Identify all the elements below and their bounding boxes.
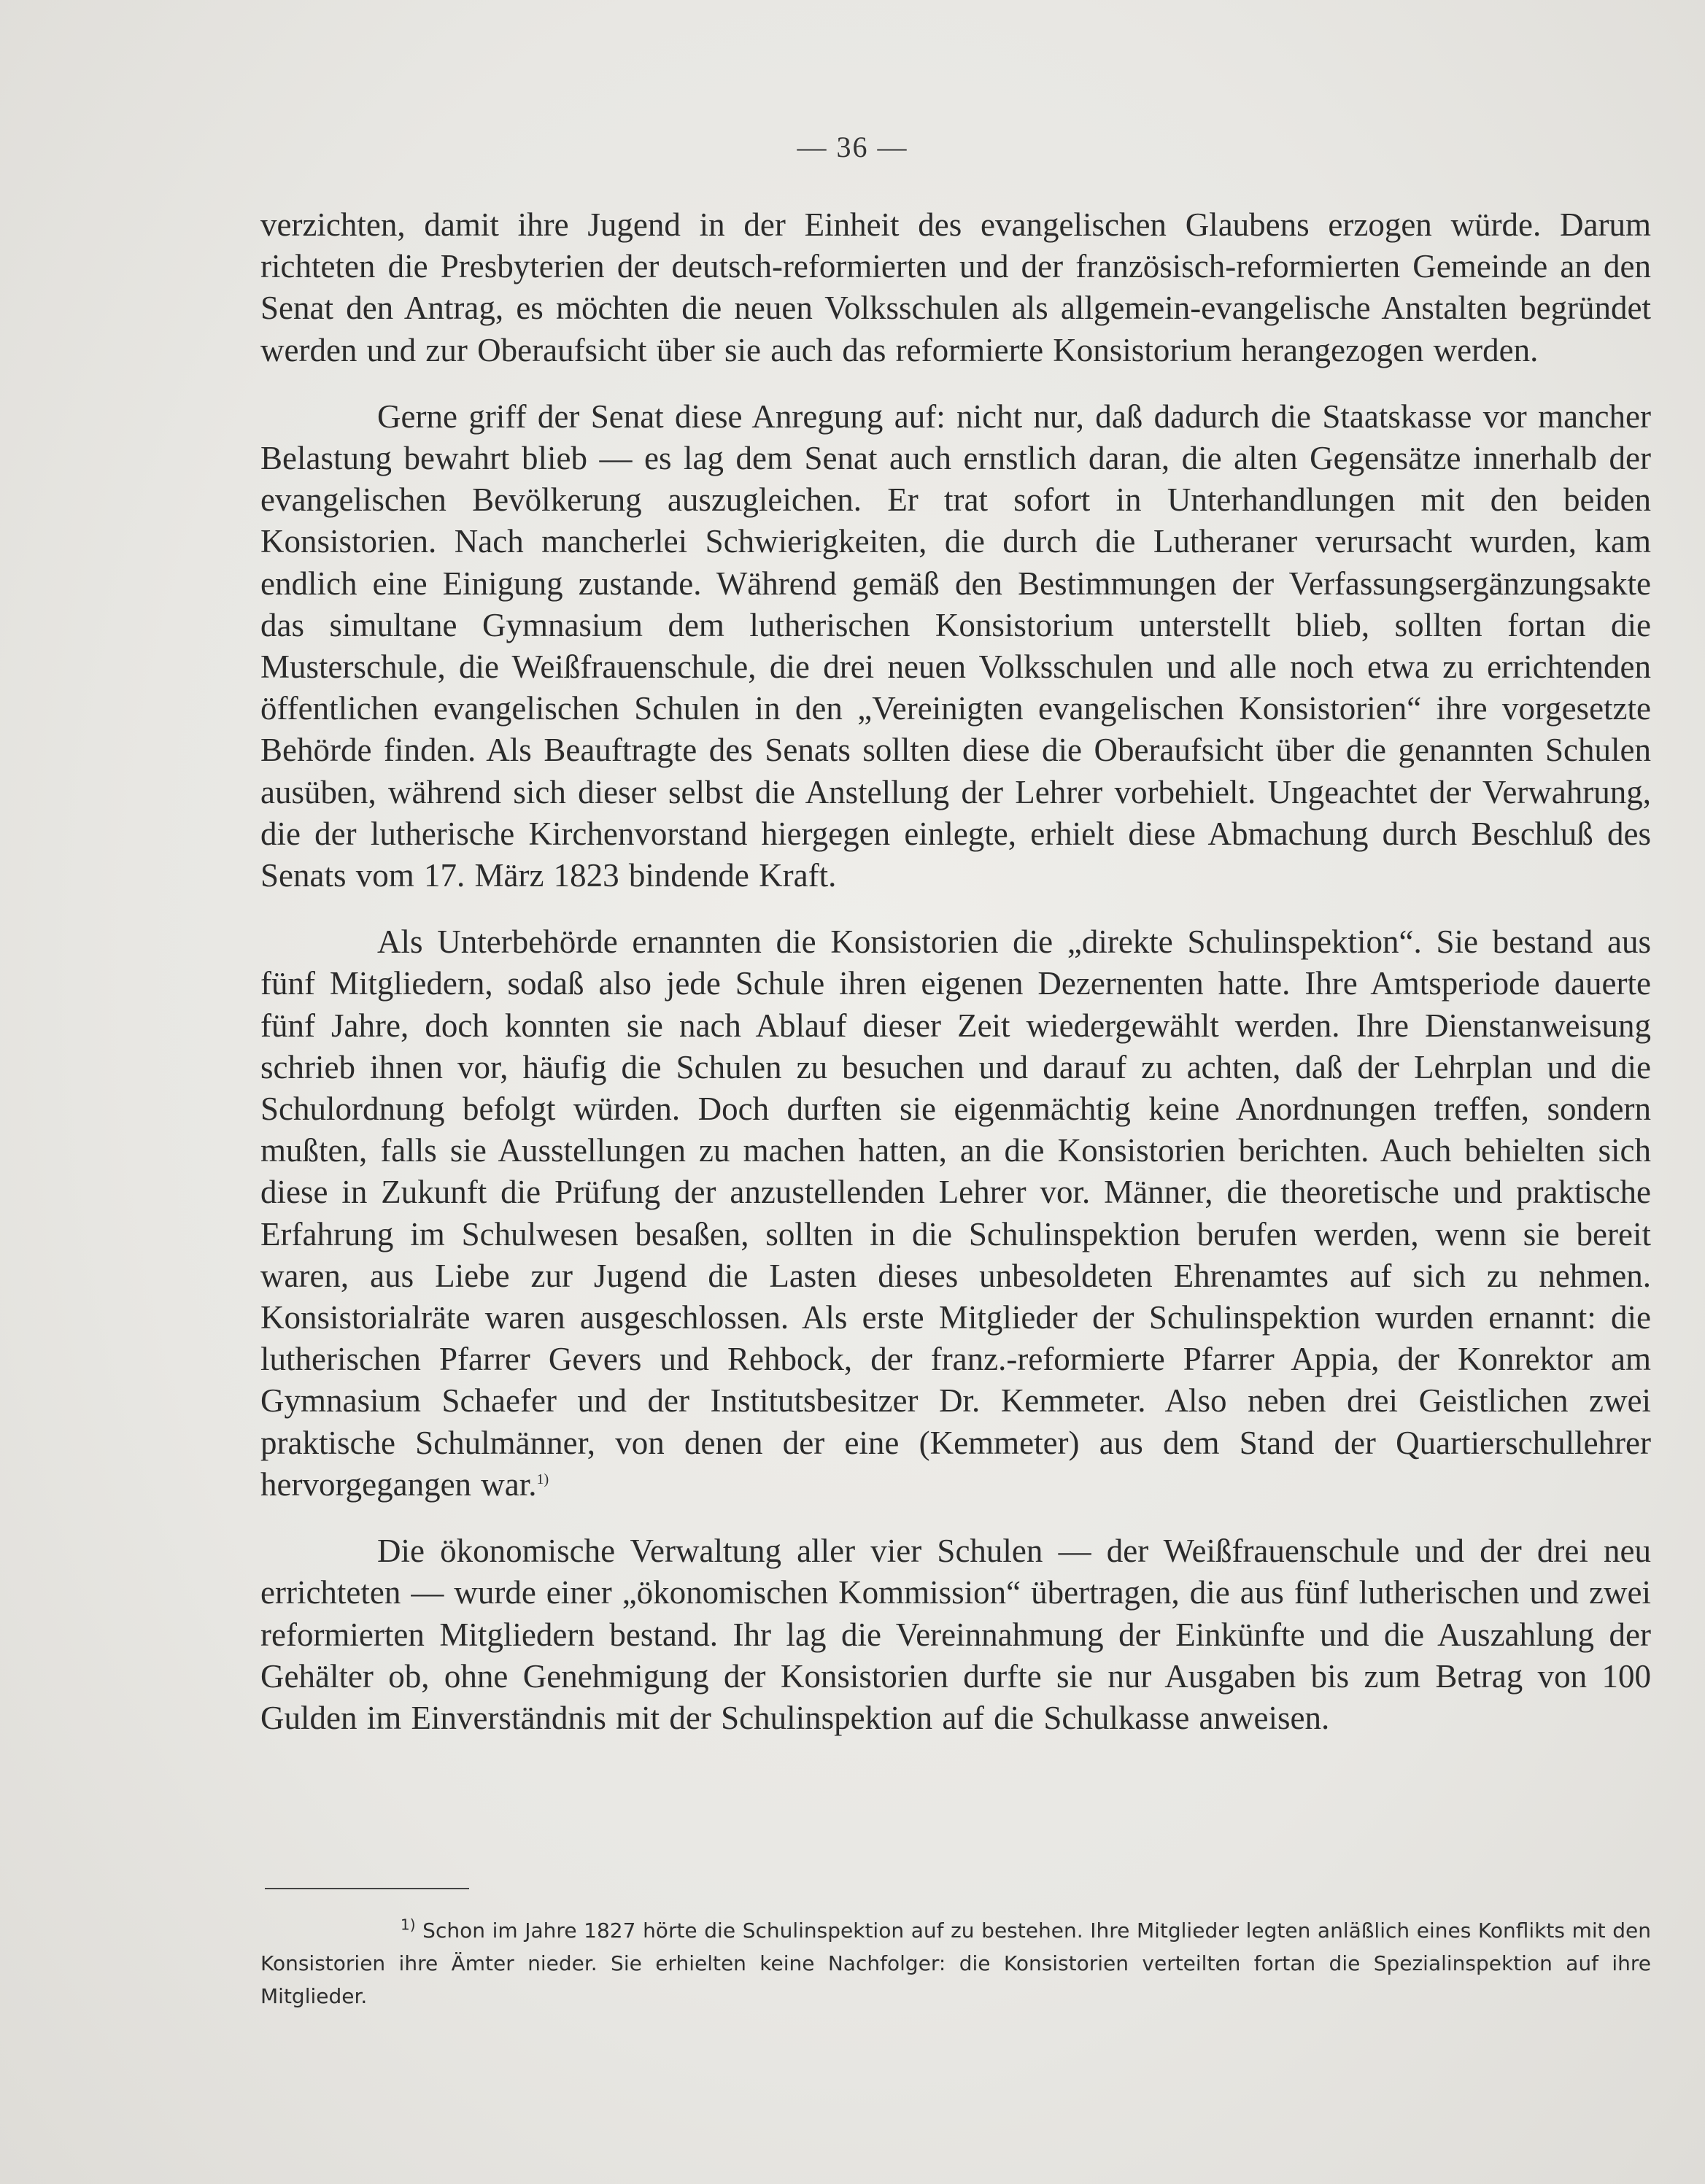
footnote-mark: 1) — [401, 1916, 416, 1934]
footnote-text: Schon im Jahre 1827 hörte die Schulinspektion auf zu bestehen. Ihre Mitglieder legten anläßlich eines Konflikts mit den Konsistorien ihre Ämter nieder. Sie erhielten keine Nachfolger: die Konsistorien verteilten fortan die Spezialinspektion auf ihre Mitglieder. — [260, 1918, 1652, 2008]
footnote-reference: 1) — [536, 1471, 549, 1487]
footnote — [260, 1914, 1651, 2013]
page-number: — 36 — — [797, 131, 908, 163]
paragraph-economic-commission — [260, 1530, 1651, 1739]
paragraph-continuation — [260, 204, 1651, 371]
paragraph-school-inspection — [260, 921, 1651, 1506]
paragraph-text: verzichten, damit ihre Jugend in der Einheit des evangelischen Glaubens erzogen würde. Darum richteten die Presbyterien der deutsch-reformierten und der französisch-reformierten Gemeinde an den Senat den Antrag, es möchten die neuen Volksschulen als allgemein-evangelische Anstalten begründet werden und zur Oberaufsicht über sie auch das reformierte Konsistorium herangezogen werden. — [260, 206, 1651, 368]
paragraph-text: Als Unterbehörde ernannten die Konsistorien die „direkte Schulinspektion“. Sie bestand aus fünf Mitgliedern, sodaß also jede Schule ihren eigenen Dezernenten hatte. Ihre Amtsperiode dauerte fünf Jahre, doch konnten sie nach Ablauf dieser Zeit wiedergewählt werden. Ihre Dienstanweisung schrieb ihnen vor, häufig die Schulen zu besuchen und darauf zu achten, daß der Lehrplan und die Schulordnung befolgt würden. Doch durften sie eigenmächtig keine Anordnungen treffen, sondern mußten, falls sie Ausstellungen zu machen hatten, an die Konsistorien berichten. Auch behielten sich diese in Zukunft die Prüfung der anzustellenden Lehrer vor. Männer, die theoretische und praktische Erfahrung im Schulwesen besaßen, sollten in die Schulinspektion berufen werden, wenn sie bereit waren, aus Liebe zur Jugend die Lasten dieses unbesoldeten Ehrenamtes auf sich zu nehmen. Konsistorialräte waren ausgeschlossen. Als erste Mitglieder der Schulinspektion wurden ernannt: die lutherischen Pfarrer Gevers und Rehbock, der franz.-reformierte Pfarrer Appia, der Konrektor am Gymnasium Schaefer und der Institutsbesitzer Dr. Kemmeter. Also neben drei Geistlichen zwei praktische Schulmänner, von denen der eine (Kemmeter) aus dem Stand der Quartierschullehrer hervorgegangen war. — [260, 923, 1651, 1503]
paragraph-text: Die ökonomische Verwaltung aller vier Schulen — der Weißfrauenschule und der drei neu errichteten — wurde einer „ökonomischen Kommission“ übertragen, die aus fünf lutherischen und zwei reformierten Mitgliedern bestand. Ihr lag die Vereinnahmung der Einkünfte und die Auszahlung der Gehälter ob, ohne Genehmigung der Konsistorien durfte sie nur Ausgaben bis zum Betrag von 100 Gulden im Einverständnis mit der Schulinspektion auf die Schulkasse anweisen. — [260, 1533, 1651, 1736]
paragraph-senate-agreement — [260, 396, 1651, 897]
footnote-divider — [265, 1888, 469, 1889]
body-text — [260, 204, 1651, 1739]
paragraph-text: Gerne griff der Senat diese Anregung auf: nicht nur, daß dadurch die Staatskasse vor mancher Belastung bewahrt blieb — es lag dem Senat auch ernstlich daran, die alten Gegensätze innerhalb der evangelischen Bevölkerung auszugleichen. Er trat sofort in Unterhandlungen mit den beiden Konsistorien. Nach mancherlei Schwierigkeiten, die durch die Lutheraner verursacht wurden, kam endlich eine Einigung zustande. Während gemäß den Bestimmungen der Verfassungsergänzungsakte das simultane Gymnasium dem lutherischen Konsistorium unterstellt blieb, sollten fortan die Musterschule, die Weißfrauenschule, die drei neuen Volksschulen und alle noch etwa zu errichtenden öffentlichen evangelischen Schulen in den „Vereinigten evangelischen Konsistorien“ ihre vorgesetzte Behörde finden. Als Beauftragte des Senats sollten diese die Oberaufsicht über die genannten Schulen ausüben, während sich dieser selbst die Anstellung der Lehrer vorbehielt. Ungeachtet der Verwahrung, die der lutherische Kirchenvorstand hiergegen einlegte, erhielt diese Abmachung durch Beschluß des Senats vom 17. März 1823 bindende Kraft. — [260, 398, 1651, 894]
